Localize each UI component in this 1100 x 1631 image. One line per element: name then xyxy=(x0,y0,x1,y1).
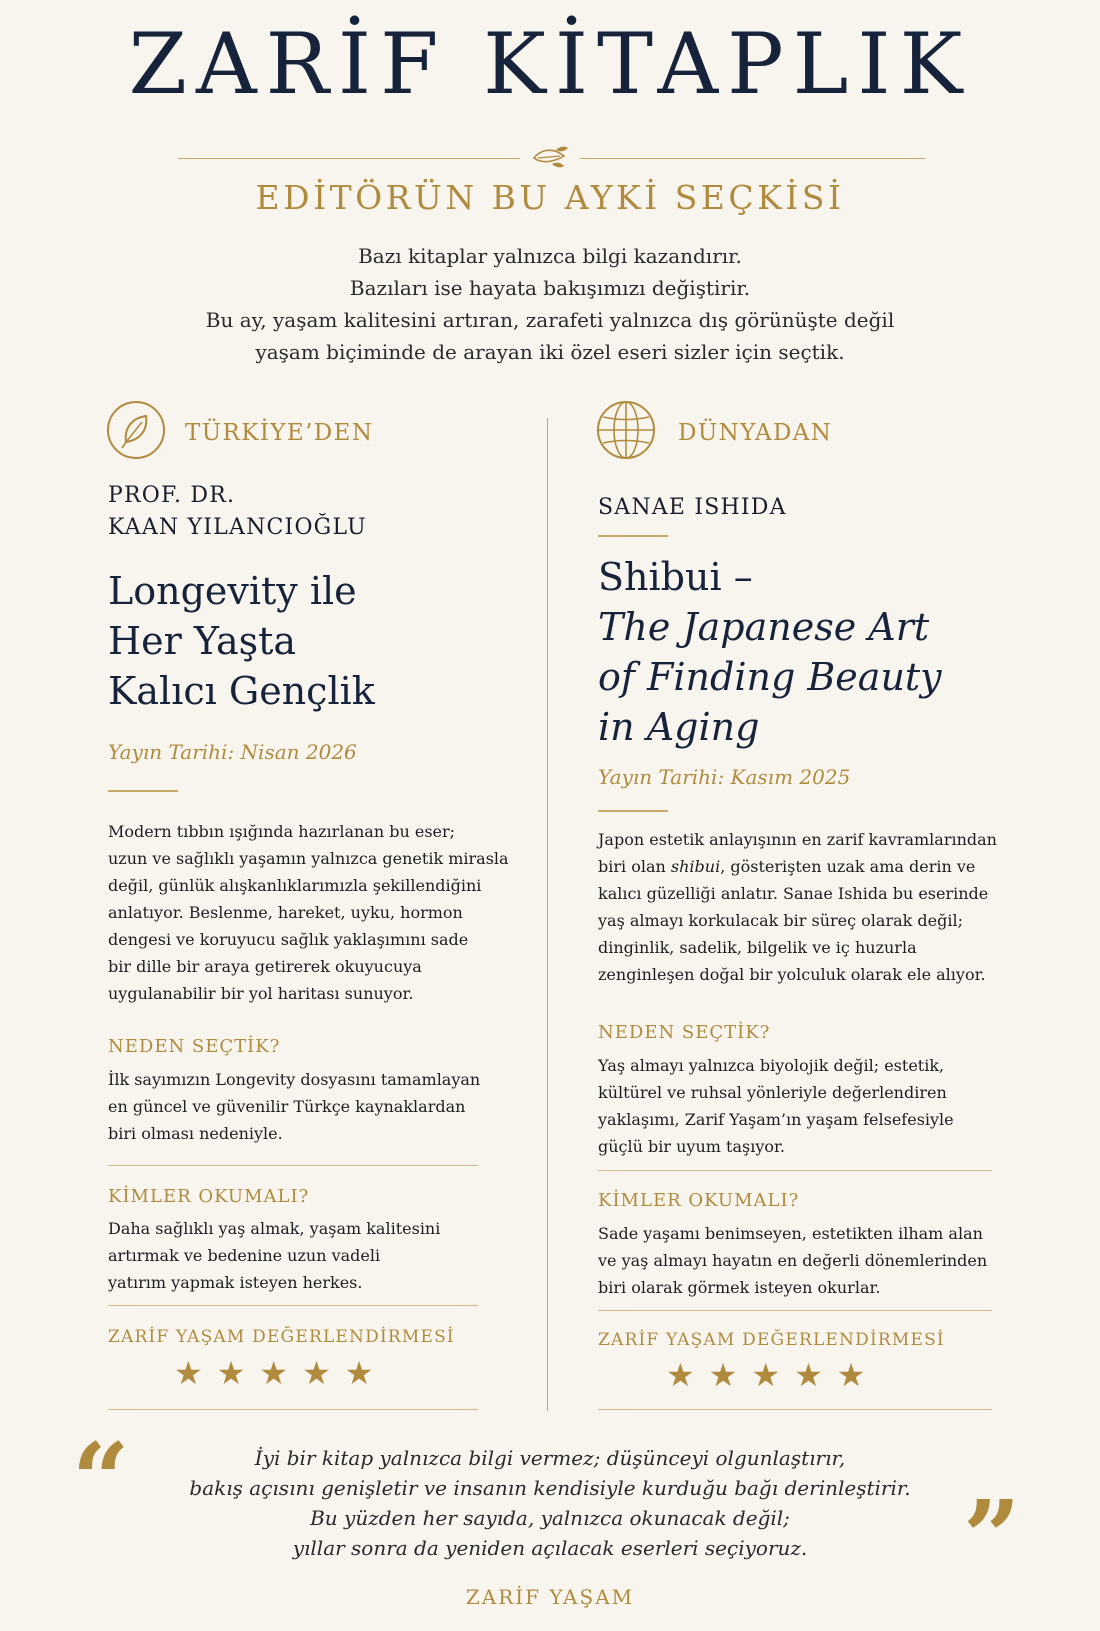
leaf-ornament-icon xyxy=(530,144,570,170)
left-who-line: artırmak ve bedenine uzun vadeli xyxy=(108,1246,381,1265)
right-why-heading: NEDEN SEÇTİK? xyxy=(598,1022,771,1043)
left-book-title xyxy=(108,566,375,716)
left-why-text xyxy=(108,1066,538,1147)
left-who-line: Daha sağlıklı yaş almak, yaşam kalitesini xyxy=(108,1219,441,1238)
quote-open-mark: “ xyxy=(72,1421,130,1539)
left-description xyxy=(108,818,538,1007)
left-author xyxy=(108,480,367,544)
right-title-line: The Japanese Art xyxy=(598,605,930,649)
left-body-line: dengesi ve koruyucu sağlık yaklaşımını sade xyxy=(108,930,469,949)
right-body-emphasis: shibui xyxy=(670,857,721,876)
right-body-line: yaş almayı korkulacak bir süreç olarak değil; xyxy=(598,911,964,930)
right-body-line: zenginleşen doğal bir yolculuk olarak ele alıyor. xyxy=(598,965,986,984)
quote-line: Bu yüzden her sayıda, yalnızca okunacak değil; xyxy=(310,1506,790,1530)
left-body-line: bir dille bir araya getirerek okuyucuya xyxy=(108,957,422,976)
editor-quote xyxy=(140,1443,960,1563)
right-rule xyxy=(598,1310,992,1311)
intro-line: Bu ay, yaşam kalitesini artıran, zarafeti yalnızca dış görünüşte değil xyxy=(205,308,895,332)
left-rule xyxy=(108,1409,478,1410)
right-author: SANAE ISHIDA xyxy=(598,495,787,520)
globe-icon xyxy=(596,400,656,460)
right-why-line: yaklaşımı, Zarif Yaşam’ın yaşam felsefesiyle xyxy=(598,1110,954,1129)
left-author-line: PROF. DR. xyxy=(108,483,236,508)
right-who-line: biri olarak görmek isteyen okurlar. xyxy=(598,1278,881,1297)
right-why-line: Yaş almayı yalnızca biyolojik değil; estetik, xyxy=(598,1056,945,1075)
intro-line: Bazı kitaplar yalnızca bilgi kazandırır. xyxy=(358,244,742,268)
right-short-rule xyxy=(598,535,668,537)
right-column-label: DÜNYADAN xyxy=(678,420,833,446)
left-body-line: uygulanabilir bir yol haritası sunuyor. xyxy=(108,984,414,1003)
right-why-line: kültürel ve ruhsal yönleriyle değerlendiren xyxy=(598,1083,947,1102)
right-rating-heading: ZARİF YAŞAM DEĞERLENDİRMESİ xyxy=(598,1330,945,1350)
quote-line: yıllar sonra da yeniden açılacak eserleri seçiyoruz. xyxy=(292,1536,808,1560)
right-rule xyxy=(598,1409,992,1410)
left-rule xyxy=(108,1305,478,1306)
section-kicker: EDİTÖRÜN BU AYKİ SEÇKİSİ xyxy=(255,178,845,217)
quote-signature: ZARİF YAŞAM xyxy=(465,1585,635,1609)
left-who-heading: KİMLER OKUMALI? xyxy=(108,1186,310,1207)
left-why-heading: NEDEN SEÇTİK? xyxy=(108,1036,281,1057)
right-book-title xyxy=(598,552,942,752)
left-rating-stars: ★★★★★ xyxy=(174,1354,388,1392)
right-who-heading: KİMLER OKUMALI? xyxy=(598,1190,800,1211)
right-body-line xyxy=(598,853,1018,880)
intro-paragraph xyxy=(100,240,1000,368)
right-body-line: Japon estetik anlayışının en zarif kavramlarından xyxy=(598,830,997,849)
left-title-line: Her Yaşta xyxy=(108,619,297,663)
right-short-rule xyxy=(598,810,668,812)
left-author-line: KAAN YILANCIOĞLU xyxy=(108,515,367,540)
right-body-text: biri olan xyxy=(598,857,671,876)
left-why-line: biri olması nedeniyle. xyxy=(108,1124,283,1143)
intro-line: Bazıları ise hayata bakışımızı değiştirir. xyxy=(349,276,751,300)
quote-line: bakış açısını genişletir ve insanın kendisiyle kurduğu bağı derinleştirir. xyxy=(189,1476,911,1500)
header-rule-left xyxy=(178,158,520,159)
right-body-line: dinginlik, sadelik, bilgelik ve iç huzurla xyxy=(598,938,917,957)
left-body-line: uzun ve sağlıklı yaşamın yalnızca genetik mirasla xyxy=(108,849,509,868)
left-why-line: en güncel ve güvenilir Türkçe kaynaklardan xyxy=(108,1097,466,1116)
right-pubdate: Yayın Tarihi: Kasım 2025 xyxy=(598,765,851,789)
left-who-text xyxy=(108,1215,538,1296)
right-body-line: kalıcı güzelliği anlatır. Sanae Ishida bu eserinde xyxy=(598,884,989,903)
right-title-line: in Aging xyxy=(598,705,760,749)
left-column-label: TÜRKİYE’DEN xyxy=(185,420,374,446)
right-title-line: of Finding Beauty xyxy=(598,655,942,699)
quote-line: İyi bir kitap yalnızca bilgi vermez; düşünceyi olgunlaştırır, xyxy=(254,1446,846,1470)
right-who-line: ve yaş almayı hayatın en değerli dönemlerinden xyxy=(598,1251,988,1270)
leaf-icon xyxy=(106,400,166,460)
left-short-rule xyxy=(108,790,178,792)
right-title-line: Shibui – xyxy=(598,555,753,599)
left-rule xyxy=(108,1165,478,1166)
left-rating-heading: ZARİF YAŞAM DEĞERLENDİRMESİ xyxy=(108,1327,455,1347)
left-body-line: değil, günlük alışkanlıklarımızla şekillendiğini xyxy=(108,876,482,895)
masthead-title: ZARİF KİTAPLIK xyxy=(128,15,972,113)
right-rule xyxy=(598,1170,992,1171)
left-body-line: Modern tıbbın ışığında hazırlanan bu eser; xyxy=(108,822,456,841)
intro-line: yaşam biçiminde de arayan iki özel eseri sizler için seçtik. xyxy=(255,340,845,364)
right-why-line: güçlü bir uyum taşıyor. xyxy=(598,1137,785,1156)
right-body-text: , gösterişten uzak ama derin ve xyxy=(720,857,976,876)
header-rule-right xyxy=(580,158,925,159)
right-rating-stars: ★★★★★ xyxy=(666,1356,880,1394)
left-why-line: İlk sayımızın Longevity dosyasını tamamlayan xyxy=(108,1070,481,1089)
right-who-line: Sade yaşamı benimseyen, estetikten ilham alan xyxy=(598,1224,983,1243)
left-title-line: Kalıcı Gençlik xyxy=(108,669,375,713)
right-description xyxy=(598,826,1018,988)
left-who-line: yatırım yapmak isteyen herkes. xyxy=(108,1273,363,1292)
column-divider xyxy=(547,418,548,1411)
right-who-text xyxy=(598,1220,1018,1301)
quote-close-mark: ” xyxy=(963,1478,1021,1596)
left-pubdate: Yayın Tarihi: Nisan 2026 xyxy=(108,740,357,764)
left-title-line: Longevity ile xyxy=(108,569,357,613)
right-why-text xyxy=(598,1052,1018,1160)
left-body-line: anlatıyor. Beslenme, hareket, uyku, hormon xyxy=(108,903,463,922)
